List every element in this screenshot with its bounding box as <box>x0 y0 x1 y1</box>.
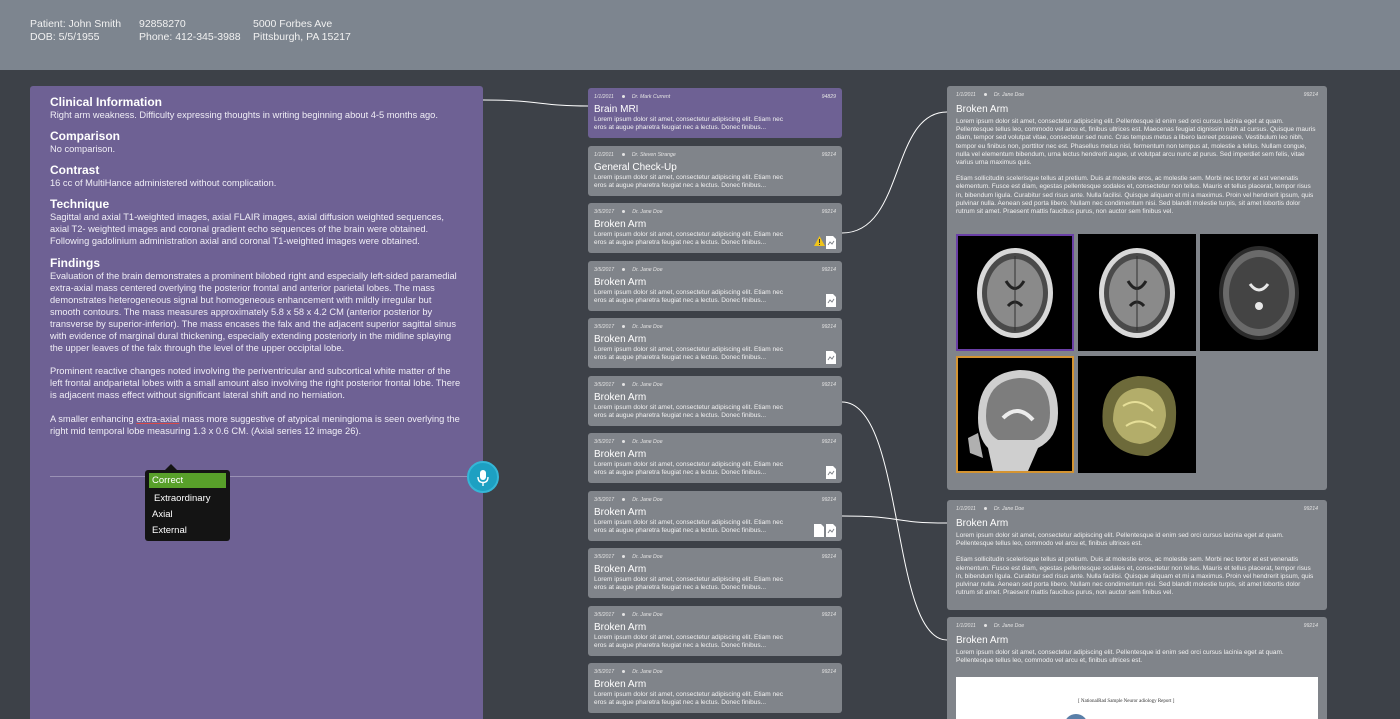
detail-meta: 1/1/2011 Dr. Jane Doe <box>956 623 1025 629</box>
section-text[interactable]: Evaluation of the brain demonstrates a prominent bilobed right and especially left-sided paramedial extra-axial mass centered overlying the posterior frontal and anterior parietal lobes. The mass demonstrates heterogeneous signal but homogeneous enhancement with mildly irregular but smooth contours. The mass measures approximately 5.8 x 58 x 4.2 CM (anterior posterior by transverse by superior-inferior). The mass encases the falx and the adjacent superior sagittal sinus with evidence of marginal dural thickening, especially extending posteriorly in the midline splaying the upper leaves of the falx through the level of the upper occipital lobe. <box>50 270 457 354</box>
detail-body: Lorem ipsum dolor sit amet, consectetur adipiscing elit. Pellentesque id enim sed orci cursus lacinia eget at quam. Pellentesque tellus leo, commodo vel arcu et, finibus ultrices est. Etiam sollicitudin scelerisque tellus at pretium. Duis at molestie eros, ac molestie sem. Morbi nec tortor et est venenatis elementum. Fusce est diam, egestas pellentesque sodales et, consectetur non tellus. Mauris et tellus placerat, tempor risus in, bibendum ligula. Curabitur sed risus ante. Nulla facilisi. Quisque aliquam et mi a maximus. Proin vel hendrerit ipsum, quis pulvinar nulla. Aenean sed porta libero. Nullam nec condimentum nisi. Sed blandit molestie turpis, sit amet lobortis dolor rutrum sit amet. Praesent mattis faucibus purus, non auctor sem finibus vel. <box>956 532 1314 597</box>
document-icon[interactable] <box>814 524 824 537</box>
brain-t2-image <box>1200 234 1318 351</box>
study-meta: 1/1/2011 Dr. Steven Strange <box>594 152 676 158</box>
suggestion-correct[interactable]: Correct <box>149 473 226 488</box>
patient-address-line2: Pittsburgh, PA 15217 <box>253 30 351 43</box>
study-title: Broken Arm <box>594 679 647 690</box>
report-document-icon[interactable] <box>826 351 836 364</box>
report-document-icon[interactable] <box>826 294 836 307</box>
study-item[interactable] <box>588 433 842 483</box>
study-item[interactable] <box>588 88 842 138</box>
report-document-icon[interactable] <box>826 524 836 537</box>
brain-axial-image <box>1078 234 1196 351</box>
detail-body: Lorem ipsum dolor sit amet, consectetur adipiscing elit. Pellentesque id enim sed orci cursus lacinia eget at quam. Pellentesque tellus leo, commodo vel arcu et, finibus ultrices est. <box>956 649 1284 665</box>
study-id: 99214 <box>821 209 836 215</box>
dictation-cursor-line <box>50 476 498 477</box>
study-id: 99214 <box>821 152 836 158</box>
study-title: Broken Arm <box>594 564 647 575</box>
study-description: Lorem ipsum dolor sit amet, consectetur adipiscing elit. Etiam nec eros at augue pharetra feugiat nec a lectus. Donec finibus... <box>594 346 783 361</box>
patient-address-line1: 5000 Forbes Ave <box>253 18 333 30</box>
section-contrast <box>50 164 463 189</box>
mri-t2-thumbnail[interactable] <box>1200 234 1318 351</box>
section-clinical-information <box>50 96 463 121</box>
document-logo <box>1064 714 1088 719</box>
detail-title: Broken Arm <box>956 518 1009 529</box>
study-meta: 3/5/2017 Dr. Jane Doe <box>594 612 663 618</box>
mri-3d-render-thumbnail[interactable] <box>1078 356 1196 473</box>
study-title: Broken Arm <box>594 507 647 518</box>
study-id: 94829 <box>821 94 836 100</box>
section-technique <box>50 198 463 247</box>
text-after: mass more suggestive of atypical meningioma is seen overlying the right mid temporal lobe measuring 1.3 x 0.6 CM. (Axial series 12 image 26). <box>50 413 460 436</box>
mri-axial-thumbnail[interactable] <box>1078 234 1196 351</box>
study-item[interactable] <box>588 376 842 426</box>
report-editor[interactable] <box>30 86 483 719</box>
study-title: Broken Arm <box>594 277 647 288</box>
study-title: Broken Arm <box>594 334 647 345</box>
study-title: Brain MRI <box>594 104 639 115</box>
study-item[interactable] <box>588 146 842 196</box>
suggestion-external[interactable]: External <box>152 525 187 536</box>
study-id: 99214 <box>821 439 836 445</box>
section-text[interactable]: 16 cc of MultiHance administered without complication. <box>50 178 277 189</box>
detail-id: 99214 <box>1303 506 1318 512</box>
study-meta: 3/5/2017 Dr. Jane Doe <box>594 324 663 330</box>
mri-axial-thumbnail[interactable] <box>956 234 1074 351</box>
study-detail-card[interactable] <box>947 617 1327 719</box>
misspelled-word[interactable]: extra-axial <box>136 413 180 424</box>
section-text[interactable]: Prominent reactive changes noted involving the periventricular and subcortical white matter of the left frontal andparietal lobes with a small amount also involving the right posterior frontal lobe. There is adjacent mass effect without significant lateral shift and no herniation. <box>50 366 461 401</box>
section-text[interactable]: No comparison. <box>50 144 116 155</box>
study-description: Lorem ipsum dolor sit amet, consectetur adipiscing elit. Etiam nec eros at augue pharetra feugiat nec a lectus. Donec finibus... <box>594 174 783 189</box>
section-text-dictated[interactable] <box>50 413 463 437</box>
study-meta: 3/5/2017 Dr. Jane Doe <box>594 382 663 388</box>
study-description: Lorem ipsum dolor sit amet, consectetur adipiscing elit. Etiam nec eros at augue pharetra feugiat nec a lectus. Donec finibus... <box>594 116 783 131</box>
section-heading: Technique <box>50 197 110 212</box>
section-findings <box>50 257 463 437</box>
study-id: 99214 <box>821 554 836 560</box>
study-title: Broken Arm <box>594 622 647 633</box>
report-document-icon[interactable] <box>826 466 836 479</box>
detail-id: 99214 <box>1303 623 1318 629</box>
study-id: 99214 <box>821 382 836 388</box>
suggestion-axial[interactable]: Axial <box>152 509 173 520</box>
mri-sagittal-thumbnail[interactable] <box>956 356 1074 473</box>
study-item[interactable] <box>588 261 842 311</box>
detail-body: Lorem ipsum dolor sit amet, consectetur adipiscing elit. Pellentesque id enim sed orci cursus lacinia eget at quam. Pellentesque tellus leo, commodo vel arcu et, finibus ultrices est. Maecenas feugiat dignissim nibh at cursus. Quisque mauris diam, tempor sed volutpat vitae, consectetur sed nunc. Cras tempus metus a libero laoreet posuere. Vestibulum leo nibh, tempor eu finibus non, porttitor nec est. Phasellus metus nisl, fermentum non tempus at, molestie a tellus. Nullam congue, nulla vel elementum bibendum, urna lectus hendrerit augue, ut volutpat arcu nunc at purus. Sed imperdiet sem felis, vitae varius urna maximus quis. Etiam sollicitudin scelerisque tellus at pretium. Duis at molestie eros, ac molestie sem. Morbi nec tortor et est venenatis elementum. Fusce est diam, egestas pellentesque sodales et, consectetur non tellus. Mauris et tellus placerat, tempor risus in, bibendum ligula. Curabitur sed risus ante. Nulla facilisi. Quisque aliquam et mi a maximus. Proin vel hendrerit ipsum, quis pulvinar nulla. Aenean sed porta libero. Nullam nec condimentum nisi. Sed blandit molestie turpis, sit amet lobortis dolor rutrum sit amet. Praesent mattis faucibus purus, non auctor sem finibus vel. <box>956 118 1316 216</box>
study-id: 99214 <box>821 267 836 273</box>
section-heading: Contrast <box>50 163 100 178</box>
study-meta: 3/5/2017 Dr. Jane Doe <box>594 267 663 273</box>
section-heading: Findings <box>50 255 100 270</box>
study-item[interactable] <box>588 491 842 541</box>
patient-phone: Phone: 412-345-3988 <box>139 30 241 43</box>
study-description: Lorem ipsum dolor sit amet, consectetur adipiscing elit. Etiam nec eros at augue pharetra feugiat nec a lectus. Donec finibus... <box>594 231 783 246</box>
section-heading: Clinical Information <box>50 95 163 109</box>
study-description: Lorem ipsum dolor sit amet, consectetur adipiscing elit. Etiam nec eros at augue pharetra feugiat nec a lectus. Donec finibus... <box>594 634 783 649</box>
section-text[interactable]: Right arm weakness. Difficulty expressing thoughts in writing beginning about 4-5 months ago. <box>50 110 438 120</box>
study-description: Lorem ipsum dolor sit amet, consectetur adipiscing elit. Etiam nec eros at augue pharetra feugiat nec a lectus. Donec finibus... <box>594 519 783 534</box>
study-item[interactable] <box>588 203 842 253</box>
text-before: A smaller enhancing <box>50 413 137 424</box>
study-detail-card[interactable] <box>947 86 1327 490</box>
patient-dob: DOB: 5/5/1955 <box>30 30 100 43</box>
study-detail-card[interactable] <box>947 500 1327 610</box>
study-id: 99214 <box>821 324 836 330</box>
study-meta: 3/5/2017 Dr. Jane Doe <box>594 554 663 560</box>
detail-meta: 1/1/2011 Dr. Jane Doe <box>956 92 1025 98</box>
document-header-text: [ NationalRad Sample Neuror adiology Report ] <box>1078 699 1175 704</box>
report-document-icon[interactable] <box>826 236 836 249</box>
study-title: Broken Arm <box>594 449 647 460</box>
report-document-preview[interactable] <box>956 677 1318 719</box>
spelling-suggestions-menu[interactable] <box>145 470 230 541</box>
study-description: Lorem ipsum dolor sit amet, consectetur adipiscing elit. Etiam nec eros at augue pharetra feugiat nec a lectus. Donec finibus... <box>594 461 783 476</box>
patient-name: Patient: John Smith <box>30 18 122 30</box>
study-item[interactable] <box>588 606 842 656</box>
study-title: Broken Arm <box>594 219 647 230</box>
study-meta: 3/5/2017 Dr. Jane Doe <box>594 669 663 675</box>
microphone-button[interactable] <box>467 461 499 493</box>
suggestion-extraordinary[interactable]: Extraordinary <box>154 493 211 504</box>
section-heading: Comparison <box>50 129 121 144</box>
study-description: Lorem ipsum dolor sit amet, consectetur adipiscing elit. Etiam nec eros at augue pharetra feugiat nec a lectus. Donec finibus... <box>594 576 783 591</box>
detail-title: Broken Arm <box>956 104 1009 115</box>
microphone-icon <box>477 470 489 487</box>
study-item[interactable] <box>588 548 842 598</box>
detail-meta: 1/1/2011 Dr. Jane Doe <box>956 506 1025 512</box>
study-item[interactable] <box>588 663 842 713</box>
section-text[interactable]: Sagittal and axial T1-weighted images, axial FLAIR images, axial diffusion weighted sequences, axial T2- weighted images and coronal gradient echo sequences of the brain were obtained. Following gadolinium administration axial and coronal T1-weighted images were obtained. <box>50 212 444 247</box>
study-title: Broken Arm <box>594 392 647 403</box>
section-comparison <box>50 130 463 155</box>
study-id: 99214 <box>821 497 836 503</box>
detail-id: 99214 <box>1303 92 1318 98</box>
study-meta: 3/5/2017 Dr. Jane Doe <box>594 497 663 503</box>
brain-sagittal-image <box>958 358 1072 471</box>
study-title: General Check-Up <box>594 162 677 173</box>
study-id: 99214 <box>821 669 836 675</box>
brain-3d-render-image <box>1078 356 1196 473</box>
study-item[interactable] <box>588 318 842 368</box>
study-meta: 3/5/2017 Dr. Jane Doe <box>594 439 663 445</box>
study-meta: 3/5/2017 Dr. Jane Doe <box>594 209 663 215</box>
study-description: Lorem ipsum dolor sit amet, consectetur adipiscing elit. Etiam nec eros at augue pharetra feugiat nec a lectus. Donec finibus... <box>594 289 783 304</box>
patient-id: 92858270 <box>139 18 186 30</box>
study-meta: 1/1/2011 Dr. Mark Current <box>594 94 671 100</box>
brain-axial-image <box>958 236 1072 349</box>
study-id: 99214 <box>821 612 836 618</box>
warning-icon[interactable] <box>814 236 825 246</box>
study-description: Lorem ipsum dolor sit amet, consectetur adipiscing elit. Etiam nec eros at augue pharetra feugiat nec a lectus. Donec finibus... <box>594 691 783 706</box>
detail-title: Broken Arm <box>956 635 1009 646</box>
study-description: Lorem ipsum dolor sit amet, consectetur adipiscing elit. Etiam nec eros at augue pharetra feugiat nec a lectus. Donec finibus... <box>594 404 783 419</box>
